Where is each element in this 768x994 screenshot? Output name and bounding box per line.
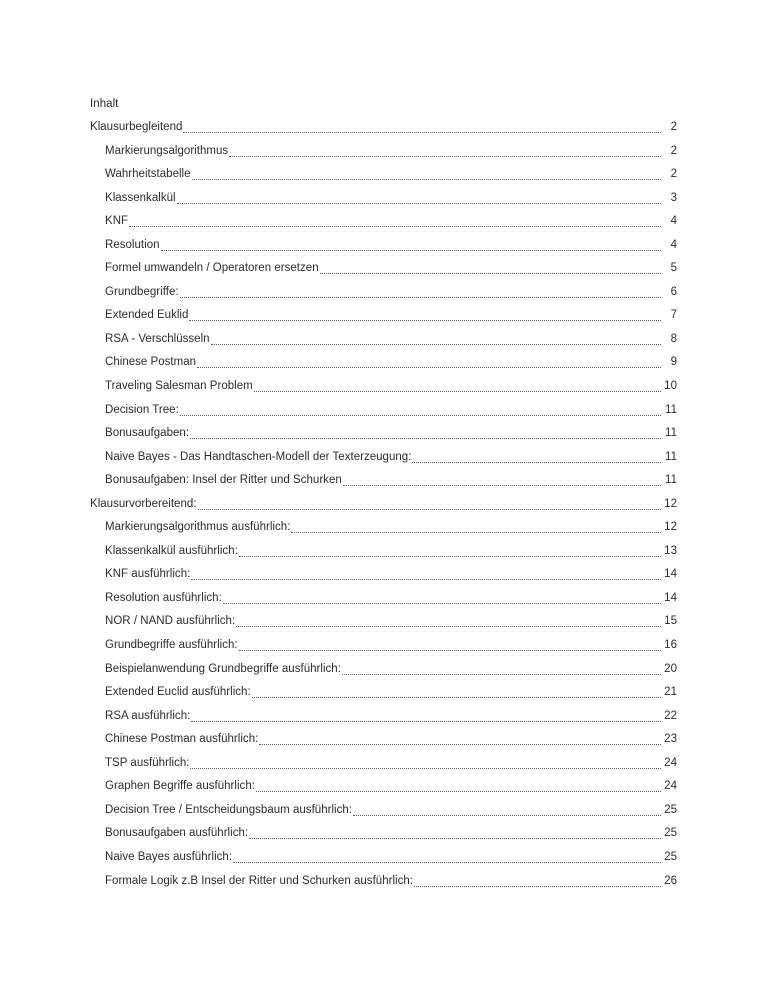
toc-entry-page-number: 24 <box>664 756 677 769</box>
toc-entry[interactable] <box>90 465 677 489</box>
toc-entry-page-number: 23 <box>664 733 677 746</box>
toc-entry[interactable] <box>90 841 677 865</box>
toc-entry[interactable] <box>90 229 677 253</box>
toc-entry[interactable] <box>90 794 677 818</box>
toc-entry-label: Chinese Postman ausführlich: <box>105 733 259 746</box>
toc-entry-label: KNF <box>105 215 129 228</box>
toc-entry[interactable] <box>90 159 677 183</box>
toc-dot-leader <box>191 569 661 582</box>
toc-entry-page-number: 26 <box>664 874 677 887</box>
toc-entry-page-number: 13 <box>664 544 677 557</box>
toc-entry-label: Traveling Salesman Problem <box>105 380 253 393</box>
toc-dot-leader <box>192 169 661 182</box>
toc-entry[interactable] <box>90 488 677 512</box>
toc-entry[interactable] <box>90 629 677 653</box>
toc-entry-list <box>90 113 677 889</box>
toc-entry-page-number: 2 <box>670 121 677 133</box>
toc-dot-leader <box>129 216 661 229</box>
toc-entry-page-number: 20 <box>664 662 677 675</box>
toc-entry-label: Extended Euklid <box>105 309 189 322</box>
toc-entry[interactable] <box>90 724 677 748</box>
toc-dot-leader <box>239 546 661 559</box>
toc-entry-label: Formel umwandeln / Operatoren ersetzen <box>105 262 319 275</box>
toc-dot-leader <box>239 640 661 653</box>
toc-entry-label: Markierungsalgorithmus ausführlich: <box>105 521 291 534</box>
toc-entry-page-number: 21 <box>664 686 677 699</box>
toc-dot-leader <box>342 664 661 677</box>
toc-entry-page-number: 25 <box>664 850 677 863</box>
toc-entry[interactable] <box>90 113 677 135</box>
toc-entry[interactable] <box>90 135 677 159</box>
toc-dot-leader <box>259 734 661 747</box>
toc-entry-page-number: 6 <box>670 285 677 298</box>
toc-entry-page-number: 2 <box>670 168 677 181</box>
toc-entry-page-number: 4 <box>670 215 677 228</box>
toc-entry-label: NOR / NAND ausführlich: <box>105 615 236 628</box>
toc-entry-page-number: 14 <box>664 568 677 581</box>
toc-dot-leader <box>180 287 661 300</box>
toc-entry-page-number: 14 <box>664 591 677 604</box>
toc-dot-leader <box>353 805 661 818</box>
toc-entry-label: Klausurvorbereitend: <box>90 497 197 510</box>
toc-entry[interactable] <box>90 182 677 206</box>
toc-entry-page-number: 10 <box>664 380 677 393</box>
toc-entry[interactable] <box>90 747 677 771</box>
toc-entry-page-number: 11 <box>665 403 677 416</box>
toc-dot-leader <box>197 357 661 370</box>
toc-entry-page-number: 3 <box>670 191 677 204</box>
toc-entry-page-number: 7 <box>670 309 677 322</box>
toc-entry[interactable] <box>90 441 677 465</box>
toc-entry-label: Klausurbegleitend <box>90 121 183 133</box>
toc-entry-page-number: 11 <box>665 427 677 440</box>
toc-entry-page-number: 11 <box>665 450 677 463</box>
table-of-contents <box>90 97 677 889</box>
toc-entry-page-number: 12 <box>664 521 677 534</box>
toc-dot-leader <box>412 452 661 465</box>
toc-dot-leader <box>229 146 661 159</box>
toc-entry-page-number: 24 <box>664 780 677 793</box>
toc-dot-leader <box>189 310 661 323</box>
toc-entry[interactable] <box>90 771 677 795</box>
toc-entry[interactable] <box>90 677 677 701</box>
toc-entry-page-number: 25 <box>664 827 677 840</box>
toc-entry[interactable] <box>90 512 677 536</box>
toc-entry-label: Chinese Postman <box>105 356 197 369</box>
toc-entry-page-number: 9 <box>670 356 677 369</box>
toc-entry[interactable] <box>90 559 677 583</box>
toc-dot-leader <box>190 428 661 441</box>
toc-dot-leader <box>343 475 661 488</box>
toc-entry[interactable] <box>90 700 677 724</box>
toc-entry-page-number: 11 <box>665 474 677 487</box>
toc-entry[interactable] <box>90 253 677 277</box>
toc-entry-page-number: 22 <box>664 709 677 722</box>
toc-dot-leader <box>291 522 661 535</box>
toc-entry-label: Klassenkalkül <box>105 191 176 204</box>
toc-dot-leader <box>249 828 661 841</box>
toc-entry[interactable] <box>90 606 677 630</box>
toc-entry-label: RSA - Verschlüsseln <box>105 332 210 345</box>
toc-entry-page-number: 8 <box>670 332 677 345</box>
toc-entry-label: Wahrheitstabelle <box>105 168 191 181</box>
toc-dot-leader <box>252 687 661 700</box>
toc-entry-label: Naive Bayes - Das Handtaschen-Modell der Texterzeugung: <box>105 450 412 463</box>
toc-entry-label: Markierungsalgorithmus <box>105 144 229 157</box>
toc-entry[interactable] <box>90 276 677 300</box>
toc-heading: Inhalt <box>90 98 119 110</box>
toc-entry-label: Naive Bayes ausführlich: <box>105 850 233 863</box>
toc-entry-page-number: 15 <box>664 615 677 628</box>
toc-dot-leader <box>161 240 661 253</box>
toc-dot-leader <box>191 711 661 724</box>
toc-entry-label: Graphen Begriffe ausführlich: <box>105 780 255 793</box>
toc-dot-leader <box>233 852 661 865</box>
toc-dot-leader <box>256 781 661 794</box>
toc-entry[interactable] <box>90 535 677 559</box>
toc-dot-leader <box>414 876 661 889</box>
toc-entry[interactable] <box>90 394 677 418</box>
toc-entry-label: RSA ausführlich: <box>105 709 191 722</box>
toc-entry[interactable] <box>90 370 677 394</box>
toc-entry-label: Grundbegriffe ausführlich: <box>105 639 238 652</box>
toc-entry-label: Beispielanwendung Grundbegriffe ausführlich: <box>105 662 341 675</box>
toc-entry-label: TSP ausführlich: <box>105 756 190 769</box>
toc-entry-label: KNF ausführlich: <box>105 568 191 581</box>
toc-dot-leader <box>198 499 661 512</box>
toc-entry[interactable] <box>90 653 677 677</box>
toc-entry-label: Klassenkalkül ausführlich: <box>105 544 238 557</box>
toc-dot-leader <box>190 758 661 771</box>
toc-entry[interactable] <box>90 323 677 347</box>
toc-entry-label: Bonusaufgaben: Insel der Ritter und Schurken <box>105 474 342 487</box>
toc-entry-label: Resolution ausführlich: <box>105 591 222 604</box>
toc-entry[interactable] <box>90 300 677 324</box>
toc-entry-page-number: 16 <box>664 639 677 652</box>
toc-entry-label: Bonusaufgaben ausführlich: <box>105 827 249 840</box>
toc-dot-leader <box>177 193 661 206</box>
toc-entry-page-number: 25 <box>664 803 677 816</box>
toc-entry-page-number: 2 <box>670 144 677 157</box>
toc-dot-leader <box>320 263 661 276</box>
toc-dot-leader <box>254 381 661 394</box>
toc-dot-leader <box>183 122 661 135</box>
toc-entry-label: Grundbegriffe: <box>105 285 179 298</box>
toc-entry[interactable] <box>90 818 677 842</box>
toc-entry-page-number: 4 <box>670 238 677 251</box>
toc-entry-label: Bonusaufgaben: <box>105 427 190 440</box>
toc-dot-leader <box>223 593 661 606</box>
toc-entry-label: Decision Tree / Entscheidungsbaum ausführlich: <box>105 803 353 816</box>
toc-entry-page-number: 5 <box>670 262 677 275</box>
toc-dot-leader <box>236 616 661 629</box>
toc-entry[interactable] <box>90 582 677 606</box>
toc-entry-label: Decision Tree: <box>105 403 179 416</box>
toc-entry[interactable] <box>90 418 677 442</box>
toc-entry-label: Extended Euclid ausführlich: <box>105 686 251 699</box>
toc-entry-label: Resolution <box>105 238 160 251</box>
toc-entry-page-number: 12 <box>664 497 677 510</box>
toc-entry[interactable] <box>90 865 677 889</box>
toc-dot-leader <box>180 405 661 418</box>
toc-entry-label: Formale Logik z.B Insel der Ritter und Schurken ausführlich: <box>105 874 414 887</box>
toc-entry[interactable] <box>90 347 677 371</box>
toc-entry[interactable] <box>90 206 677 230</box>
toc-dot-leader <box>211 334 661 347</box>
